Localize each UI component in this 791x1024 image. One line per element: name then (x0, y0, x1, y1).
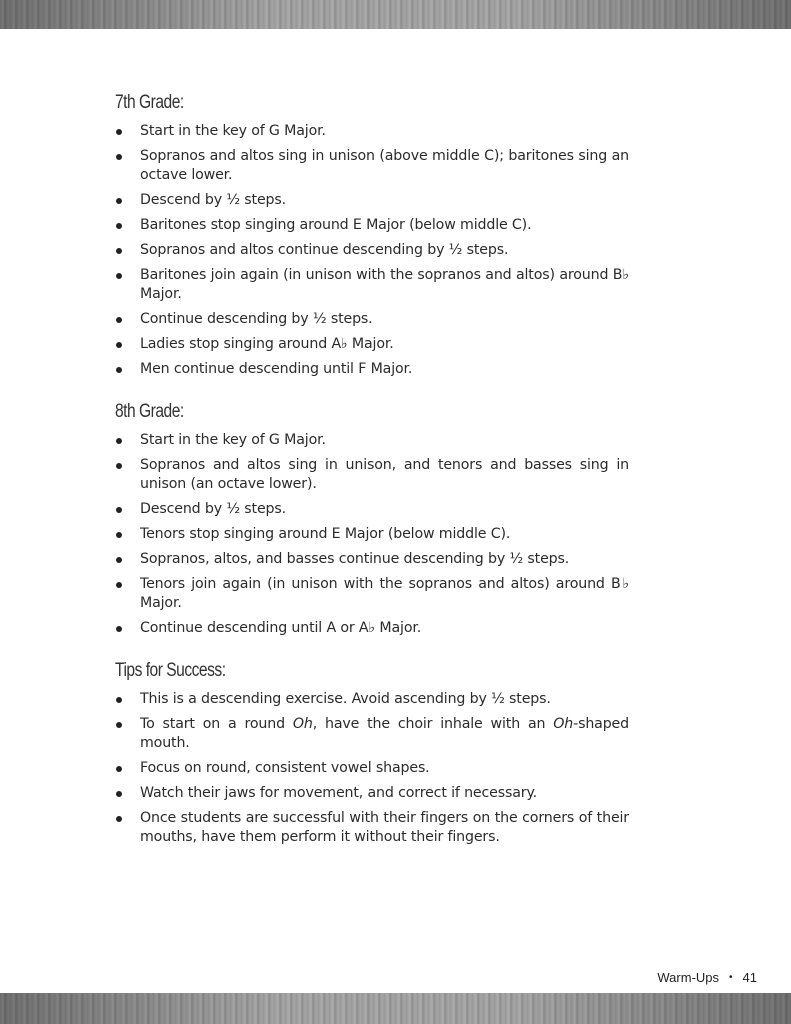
list-item: To start on a round Oh, have the choir inhale with an Oh-shaped mouth. (115, 715, 629, 753)
section-7th-grade (115, 90, 629, 379)
bullet-icon (116, 273, 122, 279)
list-item: Start in the key of G Major. (115, 122, 629, 141)
bullet-icon (116, 317, 122, 323)
page-number: 41 (742, 970, 757, 985)
footer-section-title: Warm-Ups (657, 970, 720, 985)
bullet-icon (116, 791, 122, 797)
bullet-icon (116, 532, 122, 538)
list-item: Tenors stop singing around E Major (below middle C). (115, 525, 629, 544)
bottom-decorative-band (0, 993, 791, 1024)
bullet-list (115, 690, 629, 847)
section-heading: Tips for Success: (115, 660, 226, 681)
section-tips-for-success (115, 658, 629, 847)
section-heading: 7th Grade: (115, 92, 184, 113)
page-content (115, 90, 629, 867)
bullet-icon (116, 248, 122, 254)
footer-separator: • (729, 972, 733, 983)
bullet-icon (116, 129, 122, 135)
list-item: Sopranos and altos sing in unison (above middle C); baritones sing an octave lower. (115, 147, 629, 185)
bullet-list (115, 431, 629, 638)
list-item: Focus on round, consistent vowel shapes. (115, 759, 629, 778)
list-item: Ladies stop singing around A♭ Major. (115, 335, 629, 354)
bullet-icon (116, 223, 122, 229)
list-item: Tenors join again (in unison with the sopranos and altos) around B♭ Major. (115, 575, 629, 613)
section-heading: 8th Grade: (115, 401, 184, 422)
list-item: Descend by ½ steps. (115, 500, 629, 519)
bullet-icon (116, 342, 122, 348)
list-item: Baritones stop singing around E Major (below middle C). (115, 216, 629, 235)
bullet-icon (116, 367, 122, 373)
top-decorative-band (0, 0, 791, 29)
page-footer (657, 970, 757, 985)
list-item: Sopranos and altos sing in unison, and tenors and basses sing in unison (an octave lower). (115, 456, 629, 494)
bullet-icon (116, 582, 122, 588)
bullet-icon (116, 697, 122, 703)
bullet-icon (116, 626, 122, 632)
bullet-icon (116, 816, 122, 822)
section-8th-grade (115, 399, 629, 638)
list-item: Sopranos, altos, and basses continue descending by ½ steps. (115, 550, 629, 569)
bullet-icon (116, 463, 122, 469)
list-item: Continue descending by ½ steps. (115, 310, 629, 329)
bullet-icon (116, 507, 122, 513)
list-item: Start in the key of G Major. (115, 431, 629, 450)
list-item: Watch their jaws for movement, and correct if necessary. (115, 784, 629, 803)
bullet-icon (116, 722, 122, 728)
list-item: Men continue descending until F Major. (115, 360, 629, 379)
bullet-icon (116, 154, 122, 160)
list-item: Once students are successful with their fingers on the corners of their mouths, have them perform it without their fingers. (115, 809, 629, 847)
list-item: Baritones join again (in unison with the sopranos and altos) around B♭ Major. (115, 266, 629, 304)
list-item: This is a descending exercise. Avoid ascending by ½ steps. (115, 690, 629, 709)
list-item: Sopranos and altos continue descending by ½ steps. (115, 241, 629, 260)
bullet-icon (116, 198, 122, 204)
bullet-icon (116, 766, 122, 772)
bullet-icon (116, 438, 122, 444)
bullet-icon (116, 557, 122, 563)
list-item: Continue descending until A or A♭ Major. (115, 619, 629, 638)
bullet-list (115, 122, 629, 379)
list-item: Descend by ½ steps. (115, 191, 629, 210)
